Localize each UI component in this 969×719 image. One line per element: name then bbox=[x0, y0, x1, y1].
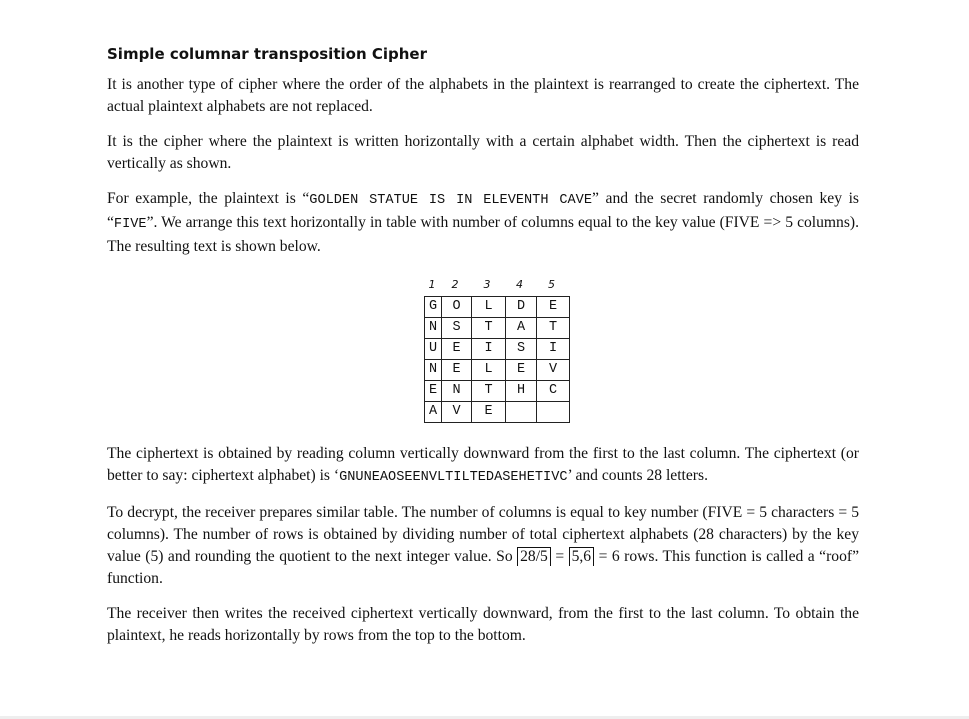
table-cell: E bbox=[472, 402, 506, 423]
table-cell: T bbox=[537, 318, 570, 339]
column-number: 3 bbox=[483, 278, 491, 291]
transposition-table-wrapper bbox=[107, 276, 859, 423]
table-cell: V bbox=[537, 360, 570, 381]
table-cell: A bbox=[506, 318, 537, 339]
table-cell: C bbox=[537, 381, 570, 402]
table-cell: E bbox=[537, 297, 570, 318]
table-cell: L bbox=[472, 360, 506, 381]
table-row bbox=[425, 297, 570, 318]
paragraph-decrypt bbox=[107, 502, 859, 590]
table-cell bbox=[506, 402, 537, 423]
table-cell: E bbox=[442, 339, 472, 360]
table-cell: O bbox=[442, 297, 472, 318]
letter-grid bbox=[424, 296, 570, 423]
table-cell bbox=[537, 402, 570, 423]
table-cell: S bbox=[442, 318, 472, 339]
letter-grid-body bbox=[425, 297, 570, 423]
table-cell: T bbox=[472, 318, 506, 339]
table-cell: U bbox=[425, 339, 442, 360]
table-row bbox=[425, 360, 570, 381]
table-cell: N bbox=[442, 381, 472, 402]
document-page bbox=[107, 44, 859, 660]
paragraph-example bbox=[107, 188, 859, 258]
table-cell: A bbox=[425, 402, 442, 423]
table-cell: E bbox=[442, 360, 472, 381]
table-row bbox=[425, 402, 570, 423]
table-cell: S bbox=[506, 339, 537, 360]
text-fragment: The ciphertext is obtained by reading column vertically downward from the first to the last column. The ciphertext (or better to say: ciphertext alphabet) is ‘ bbox=[107, 445, 859, 484]
roof-function-expression: 28/5 bbox=[517, 547, 551, 566]
text-fragment: = 6 rows. This function is called a “roof” function. bbox=[107, 548, 859, 587]
table-cell: H bbox=[506, 381, 537, 402]
column-number: 5 bbox=[548, 278, 555, 291]
text-fragment: To decrypt, the receiver prepares similar table. The number of columns is equal to key number (FIVE = 5 characters = 5 columns). The number of rows is obtained by dividing number of total ciphertext alphabets (28 characters) by the key value (5) and rounding the quotient to the next integer value. So bbox=[107, 504, 859, 565]
key-example: FIVE bbox=[113, 217, 147, 232]
table-cell: E bbox=[425, 381, 442, 402]
transposition-table bbox=[424, 276, 570, 423]
table-cell: N bbox=[425, 318, 442, 339]
column-number: 1 bbox=[428, 278, 436, 291]
table-row bbox=[425, 339, 570, 360]
text-fragment: ” and the secret randomly chosen key is “ bbox=[107, 190, 859, 231]
paragraph-receiver: The receiver then writes the received ciphertext vertically downward, from the first to the last column. To obtain the plaintext, he reads horizontally by rows from the top to the bottom. bbox=[107, 605, 859, 644]
text-fragment: ”. We arrange this text horizontally in table with number of columns equal to the key value (FIVE => 5 columns). The resulting text is shown below. bbox=[107, 214, 859, 255]
table-row bbox=[425, 381, 570, 402]
table-cell: L bbox=[472, 297, 506, 318]
table-cell: V bbox=[442, 402, 472, 423]
text-fragment: For example, the plaintext is “ bbox=[107, 190, 310, 207]
text-fragment: ’ and counts 28 letters. bbox=[567, 467, 708, 484]
ciphertext-example: GNUNEAOSEENVLTILTEDASEHETIVC bbox=[339, 470, 568, 485]
table-cell: D bbox=[506, 297, 537, 318]
text-fragment: = bbox=[550, 548, 569, 565]
column-number: 2 bbox=[451, 278, 459, 291]
column-number: 4 bbox=[516, 278, 523, 291]
paragraph-intro: It is another type of cipher where the order of the alphabets in the plaintext is rearranged to create the ciphertext. The actual plaintext alphabets are not replaced. bbox=[107, 76, 859, 115]
section-title: Simple columnar transposition Cipher bbox=[107, 45, 427, 63]
table-cell: N bbox=[425, 360, 442, 381]
table-cell: G bbox=[425, 297, 442, 318]
table-cell: E bbox=[506, 360, 537, 381]
table-cell: T bbox=[472, 381, 506, 402]
table-row bbox=[425, 318, 570, 339]
table-cell: I bbox=[537, 339, 570, 360]
column-number-row bbox=[424, 276, 570, 294]
paragraph-ciphertext bbox=[107, 443, 859, 489]
paragraph-description: It is the cipher where the plaintext is written horizontally with a certain alphabet width. Then the ciphertext is read vertically as shown. bbox=[107, 133, 859, 172]
plaintext-example: GOLDEN STATUE IS IN ELEVENTH CAVE bbox=[309, 193, 592, 208]
roof-function-result: 5,6 bbox=[569, 547, 595, 566]
table-cell: I bbox=[472, 339, 506, 360]
